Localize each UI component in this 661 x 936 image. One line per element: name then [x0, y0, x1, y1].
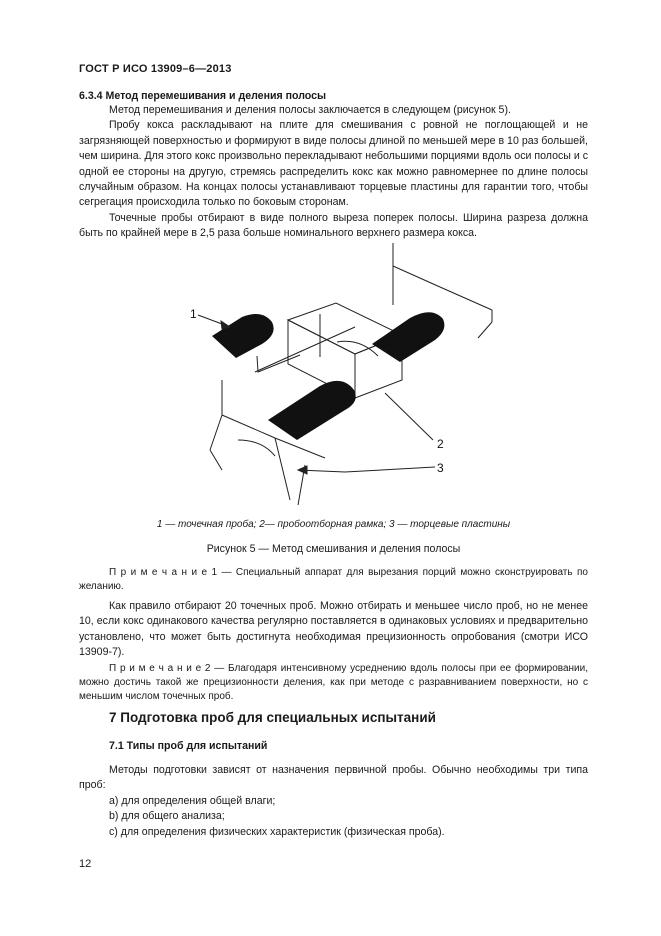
paragraph: Точечные пробы отбирают в виде полного выреза поперек полосы. Ширина разреза должна быть по крайней мере в 2,5 раза больше номинального верхнего размера кокса. — [79, 211, 588, 240]
section-heading-6-3-4: 6.3.4 Метод перемешивания и деления полосы — [79, 90, 327, 102]
figure-label-2: 2 — [437, 437, 444, 451]
paragraph: Как правило отбирают 20 точечных проб. Можно отбирать и меньшее число проб, но не менее 10, если кокс одинакового качества регулярно поставляется в одинаковых условиях и предварительно установлено, что может быть достигнута необходимая прецизионность опробования (смотри ИСО 13909-7). — [79, 600, 588, 659]
figure-label-1: 1 — [190, 307, 197, 321]
list-item: a) для определения общей влаги; — [109, 794, 276, 807]
figure-legend: 1 — точечная проба; 2— пробоотборная рамка; 3 — торцевые пластины — [156, 519, 511, 530]
paragraph: Методы подготовки зависят от назначения первичной пробы. Обычно необходимы три типа проб: — [79, 764, 588, 792]
section-heading-7: 7 Подготовка проб для специальных испытаний — [109, 710, 436, 725]
figure-label-3: 3 — [437, 461, 444, 475]
list-item: b) для общего анализа; — [109, 810, 225, 823]
paragraph: Метод перемешивания и деления полосы заключается в следующем (рисунок 5). — [109, 104, 511, 116]
section-heading-7-1: 7.1 Типы проб для испытаний — [109, 740, 268, 752]
note-1-text: — Специальный аппарат для вырезания порций можно сконструировать по желанию. — [79, 567, 588, 592]
note-1-label: П р и м е ч а н и е 1 — [109, 567, 218, 578]
note-1 — [79, 566, 588, 594]
figure-caption: Рисунок 5 — Метод смешивания и деления полосы — [206, 543, 461, 555]
point-sample-left — [268, 381, 356, 440]
list-item: c) для определения физических характеристик (физическая проба). — [109, 825, 445, 838]
note-2-label: П р и м е ч а н и е 2 — [109, 663, 211, 674]
paragraph: Пробу кокса раскладывают на плите для смешивания с ровной не поглощающей и не загрязняющей поверхностью и формируют в виде полосы длиной по меньшей мере в 10 раз большей, чем ширина. Для этого кокс произвольно перекладывают небольшими порциями вдоль оси полосы и с одной ее стороны на другую, стремясь распределить кокс как можно равномернее по длине полосы случайным образом. На концах полосы устанавливают торцевые пластины для гарантии того, чтобы сегрегация происходила только по боковым сторонам. — [79, 119, 588, 209]
page-number: 12 — [79, 858, 92, 870]
section-body-7-1 — [79, 763, 588, 840]
point-sample-right — [372, 312, 444, 362]
note-2 — [79, 662, 588, 704]
note-2-text: — Благодаря интенсивному усреднению вдоль полосы при ее формировании, можно достичь такой же прецизионности деления, как при методе с разравниванием поверхности, но с меньшим числом точечных проб. — [79, 663, 589, 702]
point-sample-1 — [212, 314, 274, 358]
document-header: ГОСТ Р ИСО 13909–6—2013 — [79, 63, 232, 75]
paragraph-sample-count — [79, 599, 588, 661]
